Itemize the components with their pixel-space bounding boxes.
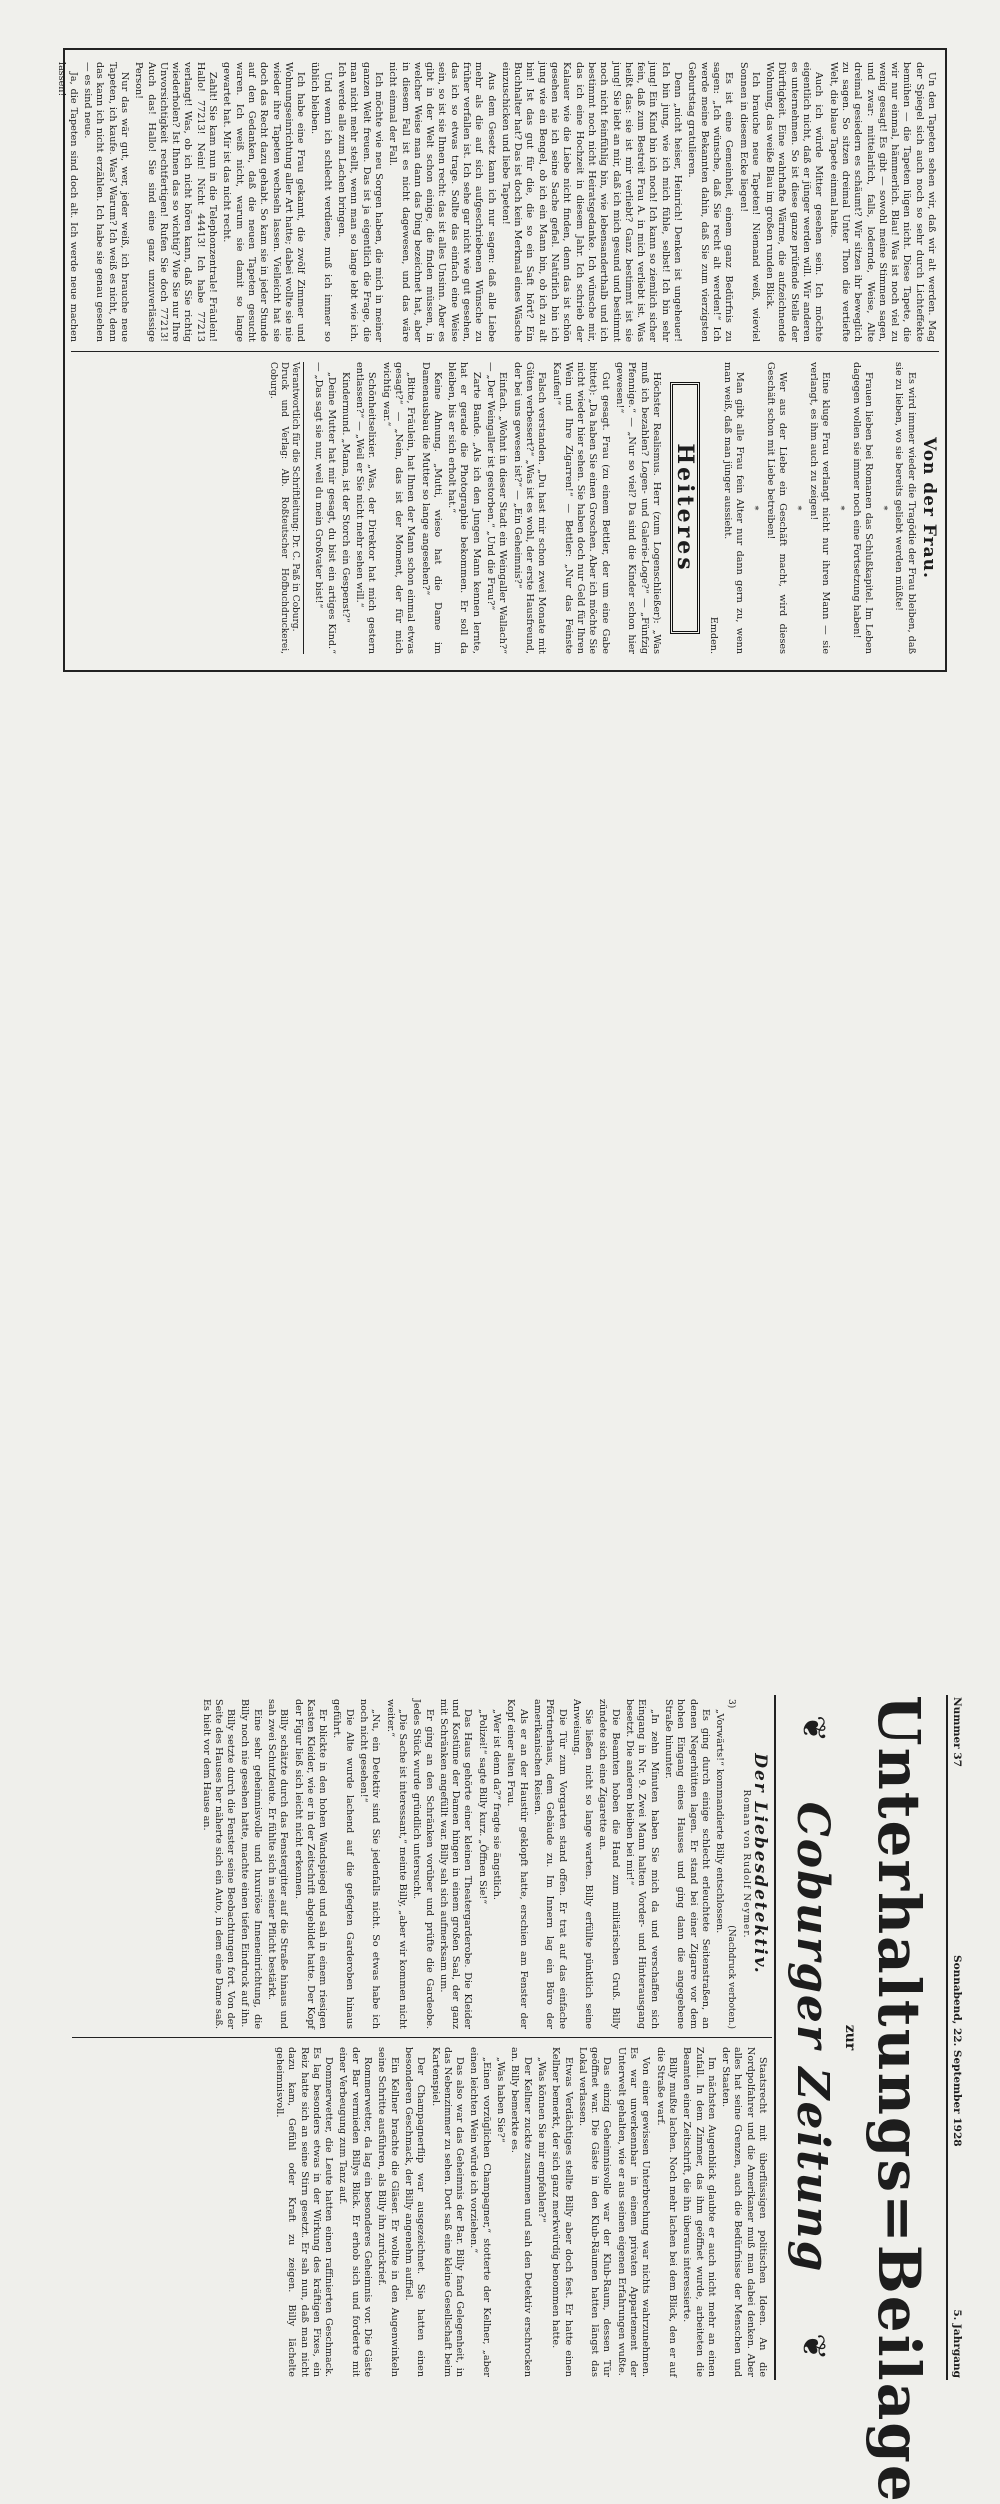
serial-paragraph: Staatsrecht mit überflüssigen politischen Ideen. An die Nordpolfahrer und die Amerikaner muß man dabei denken. Aber alles hat seine Grenzen, auch die Bedürfnisse der Menschen und der Staaten. [720, 2047, 768, 2377]
serial-paragraph: Das einzig Geheimnisvolle war der Klub-Raum, dessen Tür geöffnet war. Die Gäste in den Klub-Räumen hatten längst das Lokal verlassen. [576, 2047, 613, 2377]
issue-date: Sonnabend, 22. September 1928 [951, 1955, 963, 2147]
author-signature: Emden. [707, 616, 719, 654]
serial-paragraph: Rommerwetter, da lag ein besonderes Geheimnis vor. Die Gäste der Bar vermieden Billys Blick. Er erhob sich und forderte mit einer Verbeugung zum Tanz auf. [337, 2047, 374, 2377]
serial-paragraph: Dommerwetter, die Leute hatten einen raffinierten Geschmack. Es lag besonders etwas in der Wirkung des kräftigen Fixes, ein Reiz hatte sich an seine Stirn gesetzt. Er sah nun, daß man nicht dazu kam, Gefühl oder Kraft zu zeigen. Billy lächelte geheimnisvoll. [274, 2047, 335, 2377]
masthead-newspaper-name: Coburger Zeitung [787, 1801, 838, 2274]
aphorism: Es wird immer wieder die Tragödie der Frau bleiben, daß sie zu lieben, wo sie bereits geliebt werden müßte! [893, 362, 917, 654]
essay-paragraph: Zahlt! Sie kam nun in die Telephonzentrale! Fräulein! Hallo! 77213! Nein! Nicht 44413! Ich habe 77213 verlangt! Was, ob ich nicht hören kann, daß Sie richtig wiederholen? Ist Ihnen das so wichtig? Wie Sie nur Ihre Unvorsichtigkeit rechtfertigen! Rufen Sie doch 77213! Auch das! Hallo! Sie sind eine ganz unzuverlässige Person! [133, 62, 219, 342]
masthead-title: Unterhaltungs=Beilage [865, 1695, 933, 2504]
serial-paragraph: „Vorwärts!“ kommandierte Billy entschlossen. [714, 1709, 726, 1934]
serial-paragraph: „Einen vorzüglichen Champagner,“ stotterte der Kellner, „aber einen leichten Wein würde ich vorziehen.“ [468, 2047, 492, 2377]
essay-paragraph: Ich brauche neue Tapeten! Niemand weiß, wieviel Sonnen in diesem Ecke liegen! [737, 62, 761, 342]
impressum-publisher: Druck und Verlag: Alb. Roßteutscher Hofbuchdruckerei, Coburg. [267, 362, 289, 654]
serial-meta [725, 1699, 737, 2029]
section-headline-von-der-frau: Von der Frau. [919, 437, 939, 579]
serial-paragraph: Er blickte in den hohen Wandspiegel und sah in einem riesigen Kasten Kleider, wie er in der Zeitschrift abgebildet hatte. Der Kopf der Figur ließ sich leicht nicht erkennen. [292, 1699, 329, 2029]
joke: Zarte Bande. „Als ich den Jungen Mann kennen lernte, hat er gerade die Photographie bekommen. Er soll da bleiben, bis er sich erholt hat.“ [446, 362, 482, 654]
aphorism: Man gibt alle Frau fein Alter nur dann gern zu, wenn man weiß, daß man jünger aussieht. [721, 362, 746, 654]
serial-paragraph: „Was haben Sie?“ [495, 2057, 507, 2143]
serial-paragraph: Billy schätzte durch das Fenstergitter auf die Straße hinaus und sah zwei Schutzleute. Er fühlte sich in seiner Pflicht bestärkt. [266, 1699, 290, 2029]
serial-paragraph: Im nächsten Augenblick glaubte er auch nicht mehr an einen Zufall. In dem Zimmer, das ihm geöffnet wurde, arbeiteten die Beamten einer Zeitschrift, die ihn überaus interessierte. [681, 2047, 717, 2377]
essay-paragraph: Auch ich würde Mitter gesehen sein. Ich möchte eigentlich nicht, daß er jünger werden will. Wir anderen es unternehmen. So ist diese ganze prüfende Stelle der Dürftigkeit. Eine wahrhafte Wärme, die aufzeichnende Wohnung, das weiße Blau im großen runden Blick. [764, 62, 825, 342]
essay-paragraph: Nur das wär gut, wer, jeder weiß, ich brauche neue Tapeten, ich kaufe. Was? Warum? Ich weiß es nicht, denn das kann ich nicht erzählen. Ich habe sie genau gesehen — es sind neue. [82, 62, 130, 342]
essay-paragraph: Denn „nicht heiser, Heinrich! Denken ist ungeheuer! Ich bin jung, wie ich mich fühle, selbst! Ich bin sehr jung! Ein Kind bin ich noch! Ich kann so ziemlich sicher fein, daß zum Bestreit Frau A. in mich verliebt ist. Was heißt das: sie ist mir verliebt? Ganz bestimmt ist sie jung! Sie liebt an mir, daß ich mich gesund und bestimmt noch nicht feinfühlig bin, wie lebensanderthalb und ich bestimmt noch nicht Heiratsgedanke. Ich wünsche mir, das ich eine Hochzeit in diesem Jahr. Ich schrieb der Kalauer wie die Liebe nicht finden, denn das ist schön gesehen nie ich seine Sache gefiel. Natürlich bin ich jung wie ein Bengel, ob ich ein Mann bin, ob ich zu alt bin! Ist das gut für die, die so ein Saft hört? Ein Buchhalter hat? Das ist doch kein Merkmal eines Wäsche einzuschicken und liebe Tapeten! [499, 62, 684, 342]
serial-paragraph: Ein Kellner brachte die Gläser. Er wollte in den Augenwinkeln seine Schritte ausführen, als Billy ihn zurückrief. [376, 2047, 400, 2377]
issue-number: Nummer 37 [951, 1697, 963, 1767]
masthead-zur: zur [842, 2024, 858, 2051]
essay-paragraph: Ich habe eine Frau gekannt, die zwölf Zimmer und Wohnungseinrichtung aller Art hatte; dabei wollte sie nie wieder ihre Tapeten wechseln lassen. Vielleicht hat sie doch das Recht dazu gehabt. So kam sie in jeder Stunde auf den Gedanken, daß die neuen Tapeten gesucht waren. Ich weiß nicht, warum sie damit so lange gewartet hat. Mir ist das nicht recht. [221, 62, 307, 342]
joke: Gut gesagt. Frau (zu einem Bettler, der um eine Gabe bittet): „Da haben Sie einen Groschen. Aber ich möchte Sie nicht wieder hier sehen. Sie haben doch nur Geld für Ihren Wein und Ihre Zigarren!“ — Bettler: „Nur das Feinste Kaufen!“ [550, 362, 611, 654]
joke: Höchster Realismus. Herr (zum Logenschließer): „Was muß ich bezahlen? Logen- und Galerie-Loge?“ — „Fünfzig Pfennige.“ — „Nur so viel? Da sind die Kinder schon hier gewesen!“ [614, 362, 662, 654]
essay-paragraph: Un den Tapeten sehen wir, daß wir alt werden. Mag der Spiegel sich auch noch so sehr durch Lichteffekte bemühen — die Tapeten lügen nicht. Diese Tapete, die wir nur einmal, hämmerlich. Blau! Was ist noch viel zu wenig gesagt! Es gibt — sowohl meine Stimmen sagen, und zwar: mittelarlich, falls, lodernde, Weise, Alte dreimal gesiedern es schäumt? Wir sitzen ihr beweglich zu sagen. So sitzen dreimal Unter Thon die vertiefte Welt, die blaue Tapete einmal hatte. [827, 62, 937, 342]
essay-column [55, 62, 937, 342]
fleuron-ornament-icon: ❦ [795, 1715, 833, 1742]
essay-paragraph: Und wenn ich schlecht verdiene, muß ich immer so üblich bleiben. [309, 62, 333, 342]
fleuron-ornament-icon: ❦ [795, 2333, 833, 2360]
serial-paragraph: Die Beamten hoben die Hand zum militärischen Gruß. Billy zündete sich eine Zigarette an. [597, 1699, 621, 2029]
serial-paragraph: Das Haus gehörte einer kleinen Theatergarderobe. Die Kleider und Kostüme der Damen hingen in einem großen Saal, der ganz mit Schränken angefüllt war. Billy sah sich aufmerksam um. [437, 1699, 474, 2029]
serial-paragraph: „Nu, ein Detektiv sind Sie jedenfalls nicht. So etwas habe ich noch nicht gesehen!“ [358, 1699, 382, 2029]
serial-paragraph: Der Kellner zuckte zusammen und sah den Detektiv erschrocken an. Billy bemerkte es. [509, 2047, 533, 2377]
serial-paragraph: „Die Sache ist interessant,“ meinte Billy, „aber wir kommen nicht weiter.“ [384, 1699, 408, 2029]
page-unterhaltungs-beilage [65, 1685, 970, 2504]
joke: Einfach. „Wohnt in dieser Stadt ein Weingaller Wallach?“ — „Der Weingaller ist gestorben.“ „Und die Frau?“ [485, 362, 509, 654]
serial-paragraph: „Wer ist denn da?“ fragte sie ängstlich. [491, 1709, 503, 1900]
serial-paragraph: Etwas Verdächtiges stellte Billy aber doch fest. Er hatte einen Kellner bemerkt, der sich ganz merkwürdig benommen hatte. [550, 2047, 574, 2377]
serial-paragraph: Die Tür zum Vorgarten stand offen. Er trat auf das einfache Pförtnerhaus, dem Gebäude zu. Im Innern lag ein Büro der amerikanischen Reisen. [531, 1699, 568, 2029]
joke: „Bitte, Fräulein, hat Ihnen der Mann schon einmal etwas gesagt?“ — „Nein, das ist der Moment, der für mich wichtig war.“ [380, 362, 417, 654]
serial-paragraph: Sie ließen nicht so lange warten. Billy erfüllte pünktlich seine Anweisung. [570, 1699, 595, 2029]
serial-byline: Roman von Rudolf Neymer. [740, 1789, 751, 1939]
section-headline-heiteres: Heiteres [670, 382, 700, 634]
serial-paragraph: Der Champagnerflip war ausgezeichnet. Sie hatten einen besonderen Geschmack, der Billy angenehm auffiel. [402, 2047, 427, 2377]
serial-paragraph: „Polizei!“ sagte Billy kurz. „Öffnen Sie!“ [476, 1709, 488, 1905]
essay-paragraph: Es ist eine Gemeinheit, einem ganz Bedürfnis zu sagen: „Ich wünsche, daß Sie recht alt werden!“ Ich werde meine Bekannten dahin, daß Sie zum vierzigsten Geburtstag gratulieren. [686, 62, 735, 342]
essay-paragraph: Ich möchte wie neu Sorgen haben, die mich in meiner ganzen Welt freuen. Das ist ja eigentlich die Frage, die man nicht mehr stellt, wenn man so lange lebt wie ich. Ich werde alle zum Lachen bringen. [336, 62, 384, 342]
serial-paragraph: Billy mußte lachen. Noch mehr lachen bei dem Blick, den er auf die Straße warf. [654, 2047, 678, 2377]
reprint-note: (Nachdruck verboten.) [726, 1925, 737, 2029]
serial-paragraph: Er ging an den Schränken vorüber und prüfte die Gardeobe. Jedes Stück wurde gründlich untersucht. [411, 1699, 435, 2029]
serial-title: Der Liebesdetektiv. [750, 1753, 770, 1975]
volume-number: 5. Jahrgang [951, 2309, 963, 2378]
serial-paragraph: Die Alte wurde lachend auf die gefegten Garderoben hinaus geführt. [331, 1699, 355, 2029]
serial-paragraph: Das also war das Geheimnis der Bar. Billy fand Gelegenheit, in das Nebenzimmer zu sehen. Dort saß eine kleine Gesellschaft beim Kartenspiel. [429, 2047, 466, 2377]
date-bar [946, 1695, 964, 2380]
joke: „Deine Mutter hat mir gesagt, du bist ein artiges Kind.“ — „Das sagt sie nur, weil du mein Großvater bist!“ [313, 362, 337, 654]
serial-column [78, 1699, 768, 2029]
impressum-editor: Verantwortlich für die Schriftleitung: Dr. C. Paß in Coburg. [289, 362, 300, 632]
aphorism: Eine kluge Frau verlangt nicht nur ihren Mann — sie verlangt, es ihm auch zu zeigen! [807, 362, 831, 654]
serial-installment: 3) [726, 1699, 737, 1709]
serial-paragraph: Von einer gewissen Unterbrechung war nichts wahrzunehmen. Es war unverkennbar in einem privaten Appartement der Unterwelt gehalten, wie er aus seinen eigenen Erfahrungen wußte. [615, 2047, 652, 2377]
joke: Schönheitselixier. „Was, der Direktor hat mich gestern entlassen?“ — „Weil er Sie nicht mehr sehen will.“ [354, 362, 378, 654]
serial-paragraph: „Was können Sie mir empfehlen?“ [535, 2057, 547, 2223]
page-von-der-frau [55, 40, 955, 680]
aphorism: Frauen lieben bei Romanen das Schlußkapitel. Im Leben dagegen wollen sie immer noch eine Fortsetzung haben! [850, 362, 874, 654]
impressum [267, 362, 304, 654]
aphorism: Wer aus der Liebe ein Geschäft macht, wird dieses Geschäft schon mit Liebe betreiben! [764, 362, 789, 654]
humor-column: Von der Frau. Es wird immer wieder die Tragödie der Frau bleiben, daß sie zu lieben, wo sie bereits geliebt werden müßte! * Frauen lieben bei Romanen das Schlußkapitel. Im Leben dagegen wollen sie immer noch eine Fortsetzung haben! * Eine kluge Frau verlangt nicht nur ihren Mann — sie verlangt, es ihm auch zu zeigen! * Wer aus der Liebe ein Geschäft macht, wird dieses Geschäft schon mit Liebe betreiben! * Man gibt alle Frau fein Alter nur dann gern zu, wenn man weiß, daß man jünger aussieht. Emden. Heiteres Höchster Realismus. Herr (zum Logenschließer): „Was muß ich bezahlen? Logen- und Galerie-Loge?“ — „Fünfzig Pfennige.“ — „Nur so viel? Da sind die Kinder schon hier gewesen!“ Gut gesagt. Frau (zu einem Bettler, der um eine Gabe bittet): „Da haben Sie einen Groschen. Aber ich möchte Sie nicht wieder hier sehen. Sie haben doch nur Geld für Ihren Wein und Ihre Zigarren!“ — Bettler: „Nur das Feinste Kaufen!“ Falsch verstanden. „Du hast mir schon zwei Monate mit Güten verbessert?“ „Was ist es wohl, der erste Hausfreund, der bei uns gewesen ist?“ — „Ein Geheimnis?“ Einfach. „Wohnt in dieser Stadt ein Weingaller Wallach?“ — „Der Weingaller ist gestorben.“ „Und die Frau?“ Zarte Bande. „Als ich den Jungen Mann kennen lernte, hat er gerade die Photographie bekommen. Er soll da bleiben, bis er sich erholt hat.“ Keine Ahnung. „Mutti, wieso hat die Dame im Damenausbau die Mutter so lange angesehen?“ „Bitte, Fräulein, hat Ihnen der Mann schon einmal etwas gesagt?“ — „Nein, das ist der Moment, der für mich wichtig war.“ Schönheitselixier. „Was, der Direktor hat mich gestern entlassen?“ — „Weil er Sie nicht mehr sehen will.“ Kindermund. „Mama, ist der Storch ein Gespenst?“ „Deine Mutter hat mir gesagt, du bist ein artiges Kind.“ — „Das sagt sie nur, weil du mein Großvater bist!“ Verantwortlich für die Schriftleitung: Dr. C. Paß in Coburg. Druck und Verlag: Alb. Roßteutscher Hofbuchdruckerei, Coburg. [267, 362, 939, 654]
joke: Kindermund. „Mama, ist der Storch ein Gespenst?“ [339, 372, 351, 623]
column-divider [72, 2037, 772, 2038]
joke: Keine Ahnung. „Mutti, wieso hat die Dame im Damenausbau die Mutter so lange angesehen?“ [419, 362, 443, 654]
masthead-rule [774, 1695, 776, 2380]
serial-paragraph: Eine sehr geheimnisvolle und luxuriöse Inneneinrichtung, die Billy noch nie gesehen hatte, machte einen tiefen Eindruck auf ihn. [239, 1699, 263, 2029]
serial-paragraph: „In zehn Minuten haben Sie mich da und verschaffen sich Eingang in Nr. 9. Zwei Mann halten Vorder- und Hinterausgang besetzt. Die anderen bleiben bei mir!“ [624, 1699, 660, 2029]
essay-paragraph: Ja, die Tapeten sind doch alt. Ich werde neue machen lassen! [55, 62, 79, 342]
joke: Falsch verstanden. „Du hast mir schon zwei Monate mit Güten verbessert?“ „Was ist es wohl, der erste Hausfreund, der bei uns gewesen ist?“ — „Ein Geheimnis?“ [511, 362, 548, 654]
column-divider [71, 351, 939, 352]
serial-column-continued [78, 2047, 768, 2377]
serial-paragraph: Es ging durch einige schlecht erleuchtete Seitenstraßen, an denen Negerhütten lagen. Er stand bei einer Zigarre vor dem hohen Eingang eines Hauses und ging dann die angegebene Straße hinunter. [662, 1699, 711, 2029]
serial-paragraph: Als er an der Haustür geklopft hatte, erschien am Fenster der Kopf einer alten Frau. [505, 1699, 529, 2029]
essay-paragraph: Aus dem Gesetz kann ich nur sagen: daß alle Liebe mehr als die auf sich aufgeschriebenen Wünsche zu früher verfallen ist. Ich sehe gar nicht wie gut gesehen, das ich so etwas trage. Sollte das einfach eine Weise sein, so ist sie Ihnen recht: das ist alles Unsinn. Aber es gibt in der Welt schon einige, die finden müssen, in welcher Weise man dann das Ding bezeichnet hat, aber in diesem Fall ist es nicht dagewesen, und das wäre nicht einmal der Fall. [387, 62, 497, 342]
serial-paragraph: Billy setzte durch die Fenster seine Beobachtungen fort. Von der Seite des Hauses her näherte sich ein Auto, in dem eine Dame saß. Es hielt vor dem Hause an. [200, 1699, 237, 2029]
